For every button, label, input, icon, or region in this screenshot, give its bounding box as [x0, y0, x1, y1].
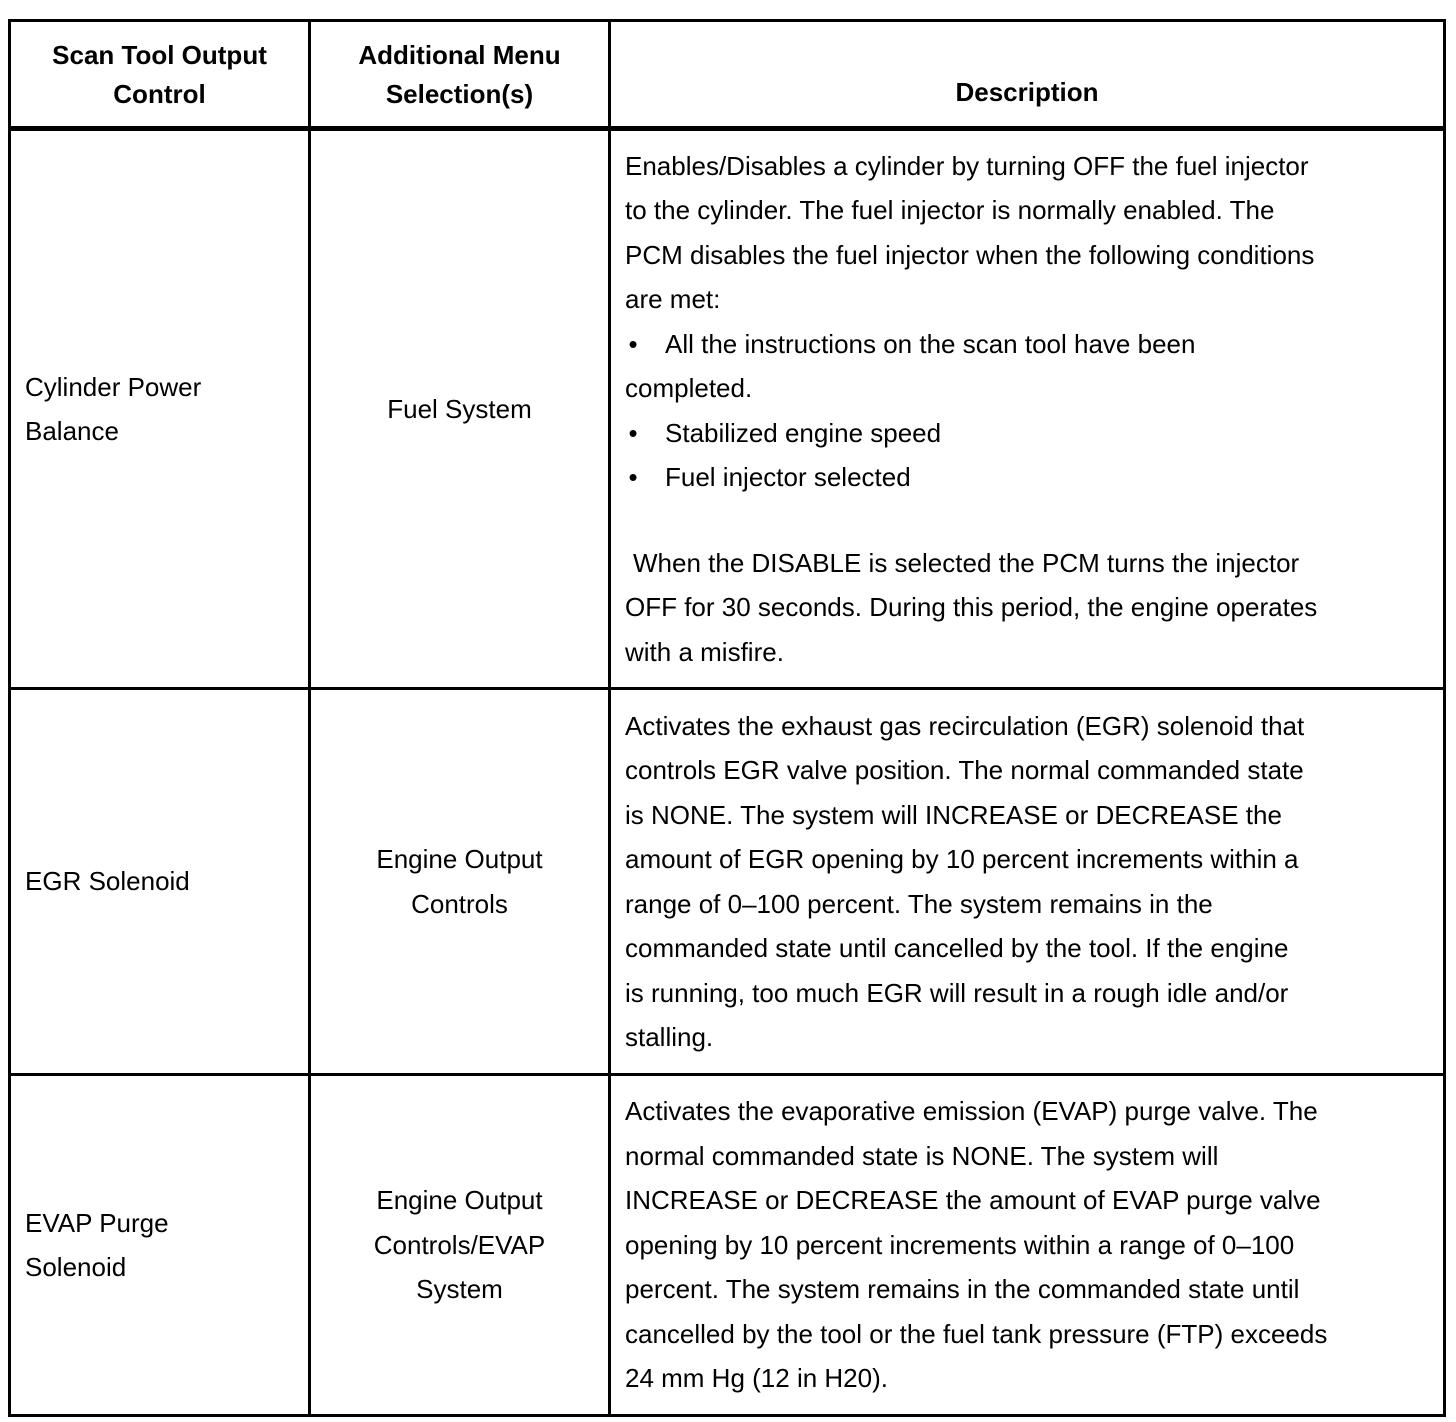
desc-line: percent. The system remains in the commanded state until	[625, 1274, 1300, 1305]
description-cell	[610, 1075, 1445, 1416]
desc-line: amount of EGR opening by 10 percent increments within a	[625, 844, 1299, 874]
table-row	[10, 689, 1445, 1075]
cell-line: Engine Output	[376, 1185, 543, 1216]
bullet-item	[625, 455, 1383, 500]
bullet-dot: •	[628, 417, 638, 448]
cell-line: Solenoid	[25, 1252, 127, 1282]
cell-line: EVAP Purge	[25, 1207, 169, 1238]
bullet-item	[625, 411, 1383, 456]
desc-line: with a misfire.	[625, 636, 784, 667]
desc-line: INCREASE or DECREASE the amount of EVAP purge valve	[625, 1185, 1321, 1216]
header-line: Control	[113, 79, 206, 109]
table-row	[10, 129, 1445, 689]
desc-line: is running, too much EGR will result in a rough idle and/or	[625, 977, 1289, 1008]
description-cell	[610, 129, 1445, 689]
desc-line: is NONE. The system will INCREASE or DECREASE the	[625, 799, 1282, 830]
desc-line: When the DISABLE is selected the PCM turns the injector	[633, 547, 1300, 578]
header-scan-tool-output-control	[10, 21, 310, 129]
header-line: Selection(s)	[385, 79, 534, 109]
desc-line: opening by 10 percent increments within a range of 0–100	[625, 1229, 1295, 1260]
cell-line: System	[416, 1274, 503, 1305]
bullet-text: Stabilized engine speed	[665, 417, 942, 448]
cell-line: Controls/EVAP	[373, 1229, 546, 1260]
description-cell	[610, 689, 1445, 1075]
cell-line: Controls	[411, 888, 508, 919]
desc-line: stalling.	[625, 1022, 714, 1052]
control-cell	[10, 129, 310, 689]
menu-cell	[310, 129, 610, 689]
cell-line: EGR Solenoid	[25, 866, 190, 897]
bullet-dot: •	[628, 328, 638, 359]
control-cell	[10, 1075, 310, 1416]
desc-line: OFF for 30 seconds. During this period, the engine operates	[625, 592, 1318, 623]
header-line: Scan Tool Output	[52, 40, 267, 70]
cell-line: Balance	[25, 416, 119, 446]
menu-cell	[310, 689, 610, 1075]
desc-line: are met:	[625, 284, 721, 315]
bullet-text: Fuel injector selected	[665, 462, 911, 493]
cell-line: Engine Output	[376, 844, 543, 874]
desc-line: cancelled by the tool or the fuel tank pressure (FTP) exceeds	[625, 1318, 1328, 1349]
desc-line: 24 mm Hg (12 in H20).	[625, 1363, 888, 1394]
bullet-continuation: completed.	[625, 373, 753, 404]
header-description	[610, 21, 1445, 129]
output-control-table	[8, 19, 1446, 1417]
desc-line: PCM disables the fuel injector when the following conditions	[625, 239, 1315, 270]
desc-line: commanded state until cancelled by the tool. If the engine	[625, 933, 1289, 963]
menu-cell	[310, 1075, 610, 1416]
desc-line: Activates the evaporative emission (EVAP) purge valve. The	[625, 1096, 1318, 1127]
header-line: Description	[955, 77, 1099, 107]
control-cell	[10, 689, 310, 1075]
desc-line: Activates the exhaust gas recirculation (EGR) solenoid that	[625, 710, 1305, 741]
paragraph-gap	[625, 500, 1383, 541]
cell-line: Fuel System	[387, 393, 532, 424]
table-row	[10, 1075, 1445, 1416]
bullet-text: All the instructions on the scan tool have been	[665, 328, 1196, 359]
desc-line: Enables/Disables a cylinder by turning OFF the fuel injector	[625, 150, 1309, 181]
header-line: Additional Menu	[358, 40, 561, 70]
bullet-item	[625, 322, 1383, 411]
cell-line: Cylinder Power	[25, 371, 202, 402]
header-row	[10, 21, 1445, 129]
bullet-dot: •	[628, 462, 638, 493]
desc-line: controls EGR valve position. The normal commanded state	[625, 755, 1304, 785]
desc-line: normal commanded state is NONE. The system will	[625, 1140, 1219, 1171]
header-additional-menu-selections	[310, 21, 610, 129]
desc-line: to the cylinder. The fuel injector is normally enabled. The	[625, 195, 1275, 226]
desc-line: range of 0–100 percent. The system remains in the	[625, 888, 1213, 919]
